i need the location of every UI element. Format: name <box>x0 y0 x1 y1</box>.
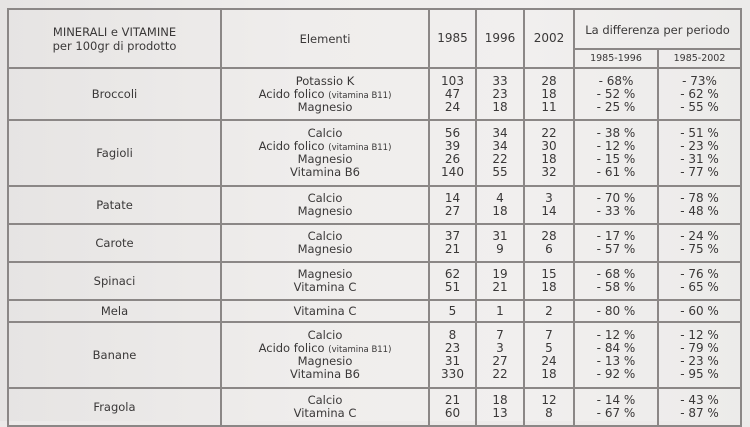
value-line: - 95 % <box>680 367 719 381</box>
value-line: 330 <box>441 367 464 381</box>
header-year-2002: 2002 <box>524 9 574 68</box>
value-line: 23 <box>492 86 508 101</box>
value-line: 26 <box>444 152 461 166</box>
value-line: - 14 % <box>596 393 636 407</box>
value-line: 15 <box>541 267 557 281</box>
value-line: 18 <box>492 99 508 114</box>
diff-1985-2002-cell <box>658 68 741 120</box>
header-category <box>8 9 221 68</box>
value-line: - 23 % <box>680 139 719 153</box>
value-2002-cell <box>524 224 574 262</box>
value-line: - 77 % <box>680 165 719 179</box>
value-line: - 17 % <box>596 229 636 243</box>
value-line: - 38 % <box>596 126 636 140</box>
diff-1985-2002-cell <box>658 186 741 224</box>
value-line: - 65 % <box>680 280 719 294</box>
table-row <box>8 322 741 388</box>
value-line: - 24 % <box>680 229 719 243</box>
value-line: - 57 % <box>596 242 636 256</box>
value-line: 9 <box>496 242 504 256</box>
diff-1985-2002-cell <box>658 262 741 300</box>
element-name: Calcio <box>307 191 343 205</box>
diff-1985-1996-cell <box>574 322 658 388</box>
value-line: 18 <box>492 393 508 407</box>
value-line: 39 <box>444 139 461 153</box>
value-line: 32 <box>541 165 557 179</box>
table-row <box>8 68 741 120</box>
elements-cell <box>221 68 429 120</box>
diff-1985-2002-cell <box>658 300 741 322</box>
value-2002-cell <box>524 120 574 186</box>
element-name: Acido folico <box>258 86 325 101</box>
element-note: (vitamina B11) <box>328 143 392 153</box>
value-line: - 70 % <box>596 191 636 205</box>
value-line: 28 <box>541 73 557 88</box>
food-name-cell: Fagioli <box>8 120 221 186</box>
value-line: 34 <box>492 126 508 140</box>
value-line: - 75 % <box>680 242 719 256</box>
value-line: 3 <box>545 191 553 205</box>
value-1996-cell <box>476 186 524 224</box>
value-line: - 58 % <box>596 280 636 294</box>
header-category-line1: MINERALI e VITAMINE <box>52 24 177 39</box>
elements-cell <box>221 224 429 262</box>
value-2002-cell <box>524 322 574 388</box>
value-line: 2 <box>545 303 553 318</box>
value-line: - 79 % <box>680 341 719 355</box>
food-name-cell: Banane <box>8 322 221 388</box>
value-line: 21 <box>444 242 461 256</box>
element-name: Magnesio <box>297 99 353 114</box>
value-line: 18 <box>541 280 557 294</box>
header-year-1996: 1996 <box>476 9 524 68</box>
value-line: 62 <box>444 267 461 281</box>
element-name: Vitamina C <box>293 280 357 294</box>
value-line: 19 <box>492 267 508 281</box>
value-line: 21 <box>444 393 461 407</box>
food-name-cell: Patate <box>8 186 221 224</box>
element-note: (vitamina B11) <box>328 345 392 355</box>
value-line: 24 <box>541 354 557 368</box>
value-1985-cell <box>429 300 476 322</box>
element-name: Acido folico <box>258 341 325 355</box>
value-line: - 76 % <box>680 267 719 281</box>
value-1996-cell <box>476 262 524 300</box>
value-line: 28 <box>541 229 557 243</box>
value-1985-cell <box>429 388 476 426</box>
value-line: - 52 % <box>596 86 636 101</box>
value-line: 103 <box>441 73 464 88</box>
element-line <box>222 101 428 114</box>
diff-1985-1996-cell <box>574 120 658 186</box>
value-line: - 67 % <box>596 406 636 420</box>
value-line: 27 <box>492 354 508 368</box>
value-line: 3 <box>496 341 504 355</box>
value-1996-cell <box>476 68 524 120</box>
value-line: 22 <box>492 367 508 381</box>
value-1996-cell <box>476 120 524 186</box>
value-line: 7 <box>496 328 504 342</box>
value-line: - 87 % <box>680 406 719 420</box>
element-name: Calcio <box>307 126 343 140</box>
value-line: - 31 % <box>680 152 719 166</box>
element-name: Magnesio <box>297 267 353 281</box>
elements-cell <box>221 186 429 224</box>
value-line: - 23 % <box>680 354 719 368</box>
value-line: 21 <box>492 280 508 294</box>
diff-1985-2002-cell <box>658 224 741 262</box>
value-line: 18 <box>541 367 557 381</box>
element-name: Vitamina B6 <box>290 367 360 381</box>
value-line: 34 <box>492 139 508 153</box>
value-line: 22 <box>541 126 557 140</box>
value-line: 13 <box>492 406 508 420</box>
value-line: 1 <box>496 303 504 318</box>
food-name-cell: Spinaci <box>8 262 221 300</box>
value-1985-cell <box>429 68 476 120</box>
value-line: 27 <box>444 204 461 218</box>
value-2002-cell <box>524 300 574 322</box>
value-line: - 92 % <box>596 367 636 381</box>
value-line: - 13 % <box>596 354 636 368</box>
element-line <box>222 205 428 218</box>
element-line <box>222 407 428 420</box>
value-line: 31 <box>492 229 508 243</box>
value-line: - 12 % <box>680 328 719 342</box>
food-name-cell: Carote <box>8 224 221 262</box>
value-1985-cell <box>429 120 476 186</box>
header-row <box>8 9 741 49</box>
value-line: 12 <box>541 393 557 407</box>
diff-1985-1996-cell <box>574 224 658 262</box>
elements-cell <box>221 262 429 300</box>
value-line: 33 <box>492 73 508 88</box>
element-name: Calcio <box>307 393 343 407</box>
value-2002-cell <box>524 262 574 300</box>
food-name-cell: Broccoli <box>8 68 221 120</box>
value-line: 18 <box>541 152 557 166</box>
elements-cell <box>221 300 429 322</box>
element-line <box>222 305 428 318</box>
value-line: - 60 % <box>680 303 719 318</box>
value-line: - 33 % <box>596 204 636 218</box>
diff-1985-2002-cell <box>658 120 741 186</box>
value-line: 140 <box>441 165 464 179</box>
table-row <box>8 120 741 186</box>
value-line: 14 <box>444 191 461 205</box>
elements-cell <box>221 322 429 388</box>
value-line: - 15 % <box>596 152 636 166</box>
table-row <box>8 388 741 426</box>
table-row <box>8 224 741 262</box>
value-line: 22 <box>492 152 508 166</box>
value-line: 8 <box>448 328 457 342</box>
elements-cell <box>221 388 429 426</box>
value-1985-cell <box>429 262 476 300</box>
value-line: 14 <box>541 204 557 218</box>
diff-1985-1996-cell <box>574 388 658 426</box>
header-difference: La differenza per periodo <box>574 9 741 49</box>
element-name: Vitamina B6 <box>290 165 360 179</box>
value-line: 7 <box>545 328 553 342</box>
header-elements: Elementi <box>221 9 429 68</box>
value-line: 51 <box>444 280 461 294</box>
value-line: 18 <box>541 86 557 101</box>
value-line: - 12 % <box>596 328 636 342</box>
header-period-1985-1996: 1985-1996 <box>574 49 658 68</box>
value-line: - 68% <box>598 73 634 88</box>
element-name: Calcio <box>307 328 343 342</box>
value-line: 56 <box>444 126 461 140</box>
value-1996-cell <box>476 224 524 262</box>
value-1996-cell <box>476 322 524 388</box>
value-1996-cell <box>476 388 524 426</box>
food-name-cell: Fragola <box>8 388 221 426</box>
value-line: 60 <box>444 406 461 420</box>
value-line: 31 <box>444 354 461 368</box>
value-line: 4 <box>496 191 504 205</box>
value-line: 5 <box>545 341 553 355</box>
value-2002-cell <box>524 186 574 224</box>
value-1985-cell <box>429 224 476 262</box>
diff-1985-2002-cell <box>658 388 741 426</box>
value-line: 8 <box>545 406 553 420</box>
element-line <box>222 368 428 381</box>
element-name: Calcio <box>307 229 343 243</box>
elements-cell <box>221 120 429 186</box>
value-line: - 78 % <box>680 191 719 205</box>
nutrient-table <box>7 8 742 427</box>
table-row <box>8 300 741 322</box>
value-line: - 51 % <box>680 126 719 140</box>
diff-1985-1996-cell <box>574 262 658 300</box>
element-name: Potassio K <box>295 73 355 88</box>
value-line: - 61 % <box>596 165 636 179</box>
food-name-cell: Mela <box>8 300 221 322</box>
header-category-line2: per 100gr di prodotto <box>52 38 177 53</box>
value-line: - 62 % <box>680 86 719 101</box>
diff-1985-2002-cell <box>658 322 741 388</box>
value-line: 55 <box>492 165 508 179</box>
element-note: (vitamina B11) <box>328 90 392 101</box>
table-row <box>8 186 741 224</box>
value-line: 11 <box>541 99 557 114</box>
value-line: 47 <box>444 86 461 101</box>
element-name: Magnesio <box>297 354 353 368</box>
value-2002-cell <box>524 68 574 120</box>
element-line <box>222 281 428 294</box>
table-body <box>8 68 741 426</box>
value-line: 18 <box>492 204 508 218</box>
diff-1985-1996-cell <box>574 68 658 120</box>
table-row <box>8 262 741 300</box>
value-line: - 25 % <box>596 99 636 114</box>
value-2002-cell <box>524 388 574 426</box>
value-line: - 80 % <box>596 303 636 318</box>
value-line: 23 <box>444 341 461 355</box>
element-line <box>222 75 428 88</box>
element-name: Vitamina C <box>293 406 357 420</box>
diff-1985-1996-cell <box>574 300 658 322</box>
value-1985-cell <box>429 186 476 224</box>
element-name: Acido folico <box>258 139 325 153</box>
diff-1985-1996-cell <box>574 186 658 224</box>
value-1996-cell <box>476 300 524 322</box>
value-line: 37 <box>444 229 461 243</box>
value-line: - 73% <box>682 73 717 88</box>
element-name: Vitamina C <box>293 303 357 318</box>
value-line: 30 <box>541 139 557 153</box>
value-line: - 12 % <box>596 139 636 153</box>
element-line <box>222 166 428 179</box>
value-line: - 68 % <box>596 267 636 281</box>
value-line: - 43 % <box>680 393 719 407</box>
element-line <box>222 243 428 256</box>
value-line: - 55 % <box>680 99 719 114</box>
value-line: 6 <box>545 242 553 256</box>
element-name: Magnesio <box>297 204 353 218</box>
header-period-1985-2002: 1985-2002 <box>658 49 741 68</box>
value-line: 24 <box>444 99 461 114</box>
value-line: - 84 % <box>596 341 636 355</box>
header-year-1985: 1985 <box>429 9 476 68</box>
value-line: - 48 % <box>680 204 719 218</box>
element-name: Magnesio <box>297 242 353 256</box>
element-name: Magnesio <box>297 152 353 166</box>
value-1985-cell <box>429 322 476 388</box>
value-line: 5 <box>448 303 457 318</box>
